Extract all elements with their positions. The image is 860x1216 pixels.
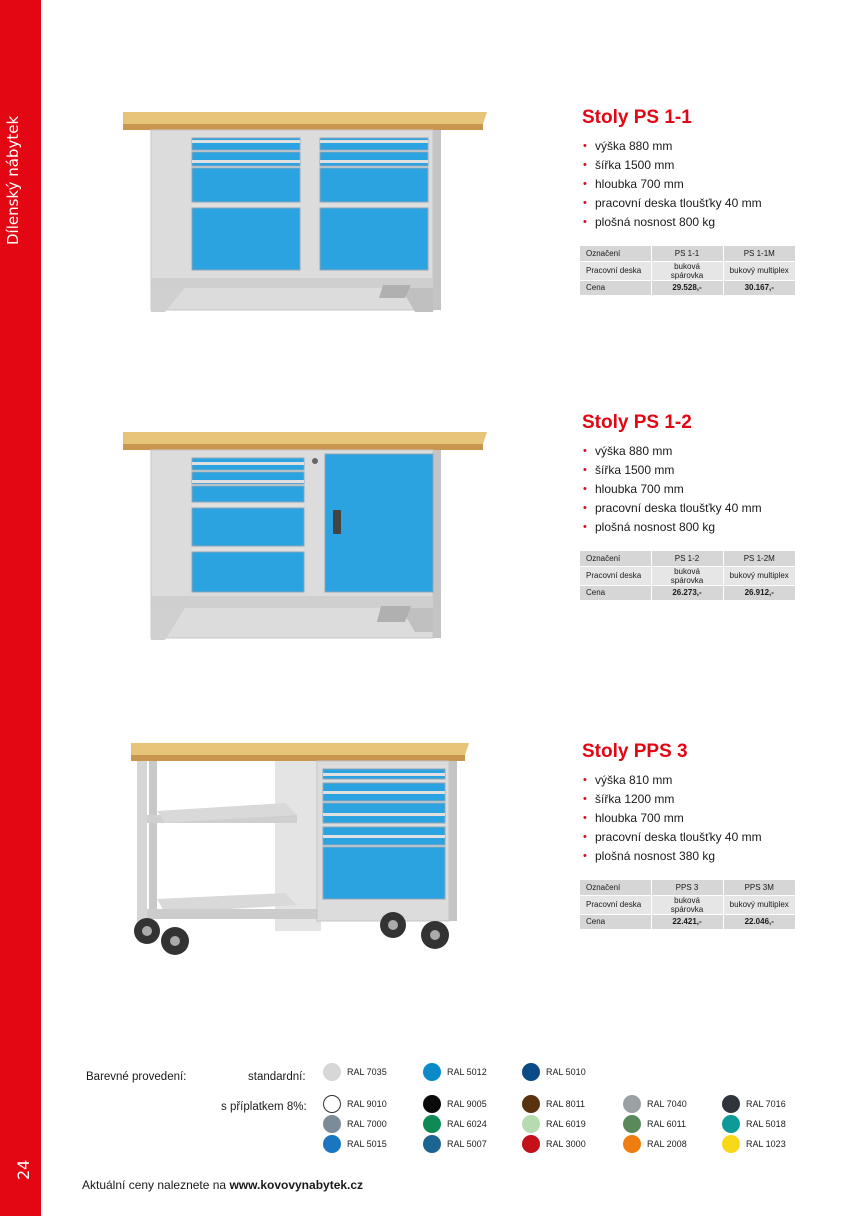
table-cell: Označení [580, 246, 651, 261]
table-cell: Cena [580, 280, 651, 295]
spec-list-pps-3 [582, 771, 762, 866]
table-cell: PS 1-1 [651, 246, 723, 261]
color-dot [623, 1115, 641, 1133]
table-cell: 26.273,- [651, 585, 723, 600]
color-swatch [522, 1135, 586, 1153]
color-name: RAL 3000 [546, 1139, 586, 1149]
product-title-ps-1-2: Stoly PS 1-2 [582, 412, 692, 433]
color-name: RAL 5015 [347, 1139, 387, 1149]
color-swatch [423, 1063, 487, 1081]
page-number: 24 [14, 1159, 33, 1180]
spec-item: • výška 880 mm [582, 137, 762, 156]
color-swatch [522, 1063, 586, 1081]
color-swatch [423, 1115, 487, 1133]
color-dot [323, 1095, 341, 1113]
table-cell: Cena [580, 914, 651, 929]
table-cell: buková spárovka [651, 895, 723, 914]
spec-item: • výška 810 mm [582, 771, 762, 790]
color-dot [522, 1115, 540, 1133]
color-name: RAL 5007 [447, 1139, 487, 1149]
color-name: RAL 1023 [746, 1139, 786, 1149]
table-cell: PPS 3 [651, 880, 723, 895]
footer-text: Aktuální ceny naleznete na [82, 1178, 230, 1192]
table-row [580, 585, 795, 600]
spec-item: • plošná nosnost 800 kg [582, 518, 762, 537]
table-row [580, 914, 795, 929]
spec-item: • výška 880 mm [582, 442, 762, 461]
product-image-pps-3 [125, 735, 475, 970]
table-cell: Pracovní deska [580, 895, 651, 914]
table-cell: 22.421,- [651, 914, 723, 929]
color-name: RAL 9010 [347, 1099, 387, 1109]
table-cell: bukový multiplex [723, 566, 795, 585]
color-name: RAL 6019 [546, 1119, 586, 1129]
spec-item: • pracovní deska tloušťky 40 mm [582, 499, 762, 518]
table-cell: Pracovní deska [580, 261, 651, 280]
spec-item: • plošná nosnost 380 kg [582, 847, 762, 866]
table-cell: bukový multiplex [723, 261, 795, 280]
footer-note [82, 1178, 363, 1192]
color-dot [423, 1135, 441, 1153]
table-cell: PS 1-1M [723, 246, 795, 261]
color-name: RAL 7000 [347, 1119, 387, 1129]
table-cell: Cena [580, 585, 651, 600]
table-row [580, 880, 795, 895]
color-swatch [722, 1135, 786, 1153]
color-dot [323, 1115, 341, 1133]
color-dot [423, 1063, 441, 1081]
color-name: RAL 6011 [647, 1119, 687, 1129]
standard-colors-label: standardní: [248, 1071, 306, 1083]
color-name: RAL 7016 [746, 1099, 786, 1109]
spec-item: • pracovní deska tloušťky 40 mm [582, 194, 762, 213]
color-swatch [423, 1095, 487, 1113]
color-name: RAL 5018 [746, 1119, 786, 1129]
color-swatch [323, 1135, 387, 1153]
color-name: RAL 5012 [447, 1067, 487, 1077]
color-swatch [623, 1095, 687, 1113]
color-swatch [623, 1115, 686, 1133]
spec-item: • plošná nosnost 800 kg [582, 213, 762, 232]
spec-item: • hloubka 700 mm [582, 480, 762, 499]
table-cell: buková spárovka [651, 566, 723, 585]
product-image-ps-1-1 [115, 100, 495, 330]
price-table-pps-3 [580, 880, 795, 930]
color-swatch [423, 1135, 487, 1153]
surcharge-colors-label: s příplatkem 8%: [221, 1101, 307, 1113]
color-swatch [522, 1095, 585, 1113]
table-cell: 29.528,- [651, 280, 723, 295]
table-row [580, 895, 795, 914]
table-cell: buková spárovka [651, 261, 723, 280]
color-dot [623, 1095, 641, 1113]
color-dot [323, 1063, 341, 1081]
table-cell: PS 1-2 [651, 551, 723, 566]
table-cell: PPS 3M [723, 880, 795, 895]
product-image-ps-1-2 [115, 420, 495, 650]
color-name: RAL 5010 [546, 1067, 586, 1077]
color-swatch [623, 1135, 687, 1153]
color-dot [623, 1135, 641, 1153]
color-swatch [323, 1095, 387, 1113]
table-row [580, 261, 795, 280]
table-row [580, 246, 795, 261]
color-swatch [722, 1115, 786, 1133]
color-name: RAL 9005 [447, 1099, 487, 1109]
spec-item: • šířka 1500 mm [582, 156, 762, 175]
color-name: RAL 8011 [546, 1099, 586, 1109]
spec-item: • šířka 1500 mm [582, 461, 762, 480]
color-dot [722, 1115, 740, 1133]
website-link[interactable]: www.kovovynabytek.cz [229, 1178, 364, 1192]
spec-item: • šířka 1200 mm [582, 790, 762, 809]
table-cell: Označení [580, 880, 651, 895]
color-dot [722, 1095, 740, 1113]
table-row [580, 566, 795, 585]
color-swatch [722, 1095, 786, 1113]
table-cell: Pracovní deska [580, 566, 651, 585]
table-cell: PS 1-2M [723, 551, 795, 566]
color-dot [423, 1095, 441, 1113]
color-options-heading: Barevné provedení: [86, 1071, 187, 1083]
table-cell: 22.046,- [723, 914, 795, 929]
spec-list-ps-1-1 [582, 137, 762, 232]
table-row [580, 280, 795, 295]
product-title-ps-1-1: Stoly PS 1-1 [582, 107, 692, 128]
spec-list-ps-1-2 [582, 442, 762, 537]
spec-item: • hloubka 700 mm [582, 175, 762, 194]
table-cell: 30.167,- [723, 280, 795, 295]
color-swatch [323, 1115, 387, 1133]
section-title [4, 213, 24, 245]
table-row [580, 551, 795, 566]
color-swatch [522, 1115, 586, 1133]
price-table-ps-1-2 [580, 551, 795, 601]
spec-item: • hloubka 700 mm [582, 809, 762, 828]
color-dot [522, 1063, 540, 1081]
table-cell: bukový multiplex [723, 895, 795, 914]
color-name: RAL 7040 [647, 1099, 687, 1109]
color-dot [522, 1135, 540, 1153]
table-cell: 26.912,- [723, 585, 795, 600]
color-dot [423, 1115, 441, 1133]
table-cell: Označení [580, 551, 651, 566]
color-name: RAL 6024 [447, 1119, 487, 1129]
color-dot [522, 1095, 540, 1113]
color-dot [722, 1135, 740, 1153]
price-table-ps-1-1 [580, 246, 795, 296]
color-name: RAL 7035 [347, 1067, 387, 1077]
product-title-pps-3: Stoly PPS 3 [582, 741, 688, 762]
color-name: RAL 2008 [647, 1139, 687, 1149]
spec-item: • pracovní deska tloušťky 40 mm [582, 828, 762, 847]
color-dot [323, 1135, 341, 1153]
color-swatch [323, 1063, 387, 1081]
